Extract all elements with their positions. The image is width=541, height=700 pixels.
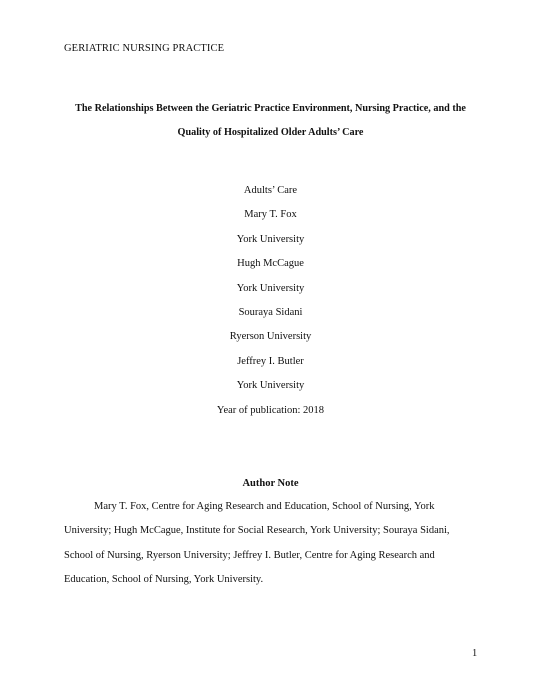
page-number: 1 (472, 648, 478, 659)
author-note-line: University; Hugh McCague, Institute for Social Research, York University; Souraya Sidani, (64, 525, 450, 537)
author-note-heading: Author Note (242, 478, 299, 489)
author-affiliation: York University (236, 282, 305, 294)
author-note-line: School of Nursing, Ryerson University; Jeffrey I. Butler, Centre for Aging Research and (64, 549, 435, 561)
author-affiliation: York University (236, 233, 305, 245)
author-note-line: Education, School of Nursing, York University. (64, 574, 264, 586)
author-affiliation: Ryerson University (229, 331, 312, 343)
author-name: Jeffrey I. Butler (237, 355, 304, 367)
byline (0, 184, 541, 428)
running-head: GERIATRIC NURSING PRACTICE (64, 43, 225, 54)
author-note-body (64, 500, 484, 598)
author-affiliation: York University (236, 380, 305, 392)
paper-title-line-2: Quality of Hospitalized Older Adults’ Care (177, 127, 364, 138)
author-name: Souraya Sidani (238, 306, 303, 318)
publication-year: Year of publication: 2018 (216, 404, 325, 416)
author-note-line: Mary T. Fox, Centre for Aging Research and Education, School of Nursing, York (94, 501, 435, 512)
byline-subtitle: Adults’ Care (243, 185, 298, 196)
author-name: Mary T. Fox (244, 209, 297, 221)
author-name: Hugh McCague (237, 258, 304, 270)
paper-title-line-1: The Relationships Between the Geriatric Practice Environment, Nursing Practice, and the (75, 103, 466, 114)
